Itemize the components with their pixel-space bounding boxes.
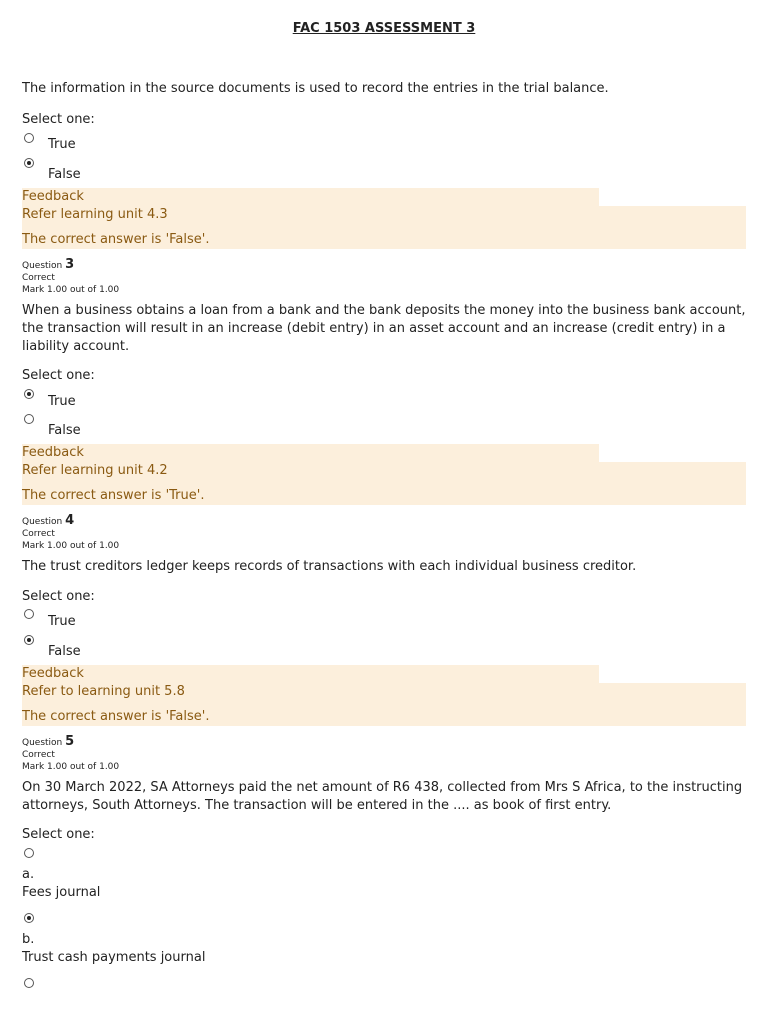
question-number: 4 <box>65 513 75 528</box>
feedback-box <box>22 462 746 505</box>
question-label: Question <box>22 261 63 271</box>
feedback-heading: Feedback <box>22 665 599 683</box>
question-info <box>22 736 119 773</box>
question-label: Question <box>22 517 63 527</box>
feedback-heading: Feedback <box>22 188 599 206</box>
option-b-text: Trust cash payments journal <box>22 950 206 965</box>
question-info <box>22 515 119 552</box>
radio-false[interactable] <box>24 414 34 424</box>
question-mark: Mark 1.00 out of 1.00 <box>22 541 120 551</box>
option-true-label: True <box>48 137 76 152</box>
question-text: On 30 March 2022, SA Attorneys paid the net amount of R6 438, collected from Mrs S Africa, to the instructing attorneys, South Attorneys. The transaction will be entered in the .... as book of first entry. <box>22 780 743 813</box>
option-false-label: False <box>48 423 81 438</box>
feedback-box <box>22 206 746 249</box>
feedback-reference: Refer learning unit 4.3 <box>22 207 168 222</box>
correct-answer-text: The correct answer is 'False'. <box>22 709 210 724</box>
page-title: FAC 1503 ASSESSMENT 3 <box>292 21 476 36</box>
question-mark: Mark 1.00 out of 1.00 <box>22 285 120 295</box>
radio-option-a[interactable] <box>24 848 34 858</box>
select-one-label: Select one: <box>22 827 95 842</box>
question-text: The information in the source documents is used to record the entries in the trial balance. <box>22 81 609 96</box>
correct-answer-text: The correct answer is 'True'. <box>22 488 205 503</box>
select-one-label: Select one: <box>22 368 95 383</box>
option-false-label: False <box>48 167 81 182</box>
option-a-letter: a. <box>22 867 35 882</box>
question-info <box>22 259 119 296</box>
question-number: 3 <box>65 257 75 272</box>
radio-true[interactable] <box>24 609 34 619</box>
feedback-box <box>22 683 746 726</box>
question-mark: Mark 1.00 out of 1.00 <box>22 762 120 772</box>
option-b-letter: b. <box>22 932 35 947</box>
radio-option-b[interactable] <box>24 913 34 923</box>
radio-true[interactable] <box>24 133 34 143</box>
option-true-label: True <box>48 614 76 629</box>
question-status: Correct <box>22 529 55 539</box>
feedback-heading: Feedback <box>22 444 599 462</box>
question-text: The trust creditors ledger keeps records of transactions with each individual business creditor. <box>22 559 637 574</box>
select-one-label: Select one: <box>22 589 95 604</box>
select-one-label: Select one: <box>22 112 95 127</box>
radio-false[interactable] <box>24 158 34 168</box>
question-number: 5 <box>65 734 75 749</box>
feedback-reference: Refer learning unit 4.2 <box>22 463 168 478</box>
question-status: Correct <box>22 750 55 760</box>
radio-false[interactable] <box>24 635 34 645</box>
option-false-label: False <box>48 644 81 659</box>
question-text: When a business obtains a loan from a bank and the bank deposits the money into the business bank account, the transaction will result in an increase (debit entry) in an asset account and an increase (credit entry) in a liability account. <box>22 303 746 354</box>
radio-true[interactable] <box>24 389 34 399</box>
feedback-reference: Refer to learning unit 5.8 <box>22 684 185 699</box>
radio-option-c[interactable] <box>24 978 34 988</box>
option-a-text: Fees journal <box>22 885 101 900</box>
option-true-label: True <box>48 394 76 409</box>
question-label: Question <box>22 738 63 748</box>
correct-answer-text: The correct answer is 'False'. <box>22 232 210 247</box>
question-status: Correct <box>22 273 55 283</box>
